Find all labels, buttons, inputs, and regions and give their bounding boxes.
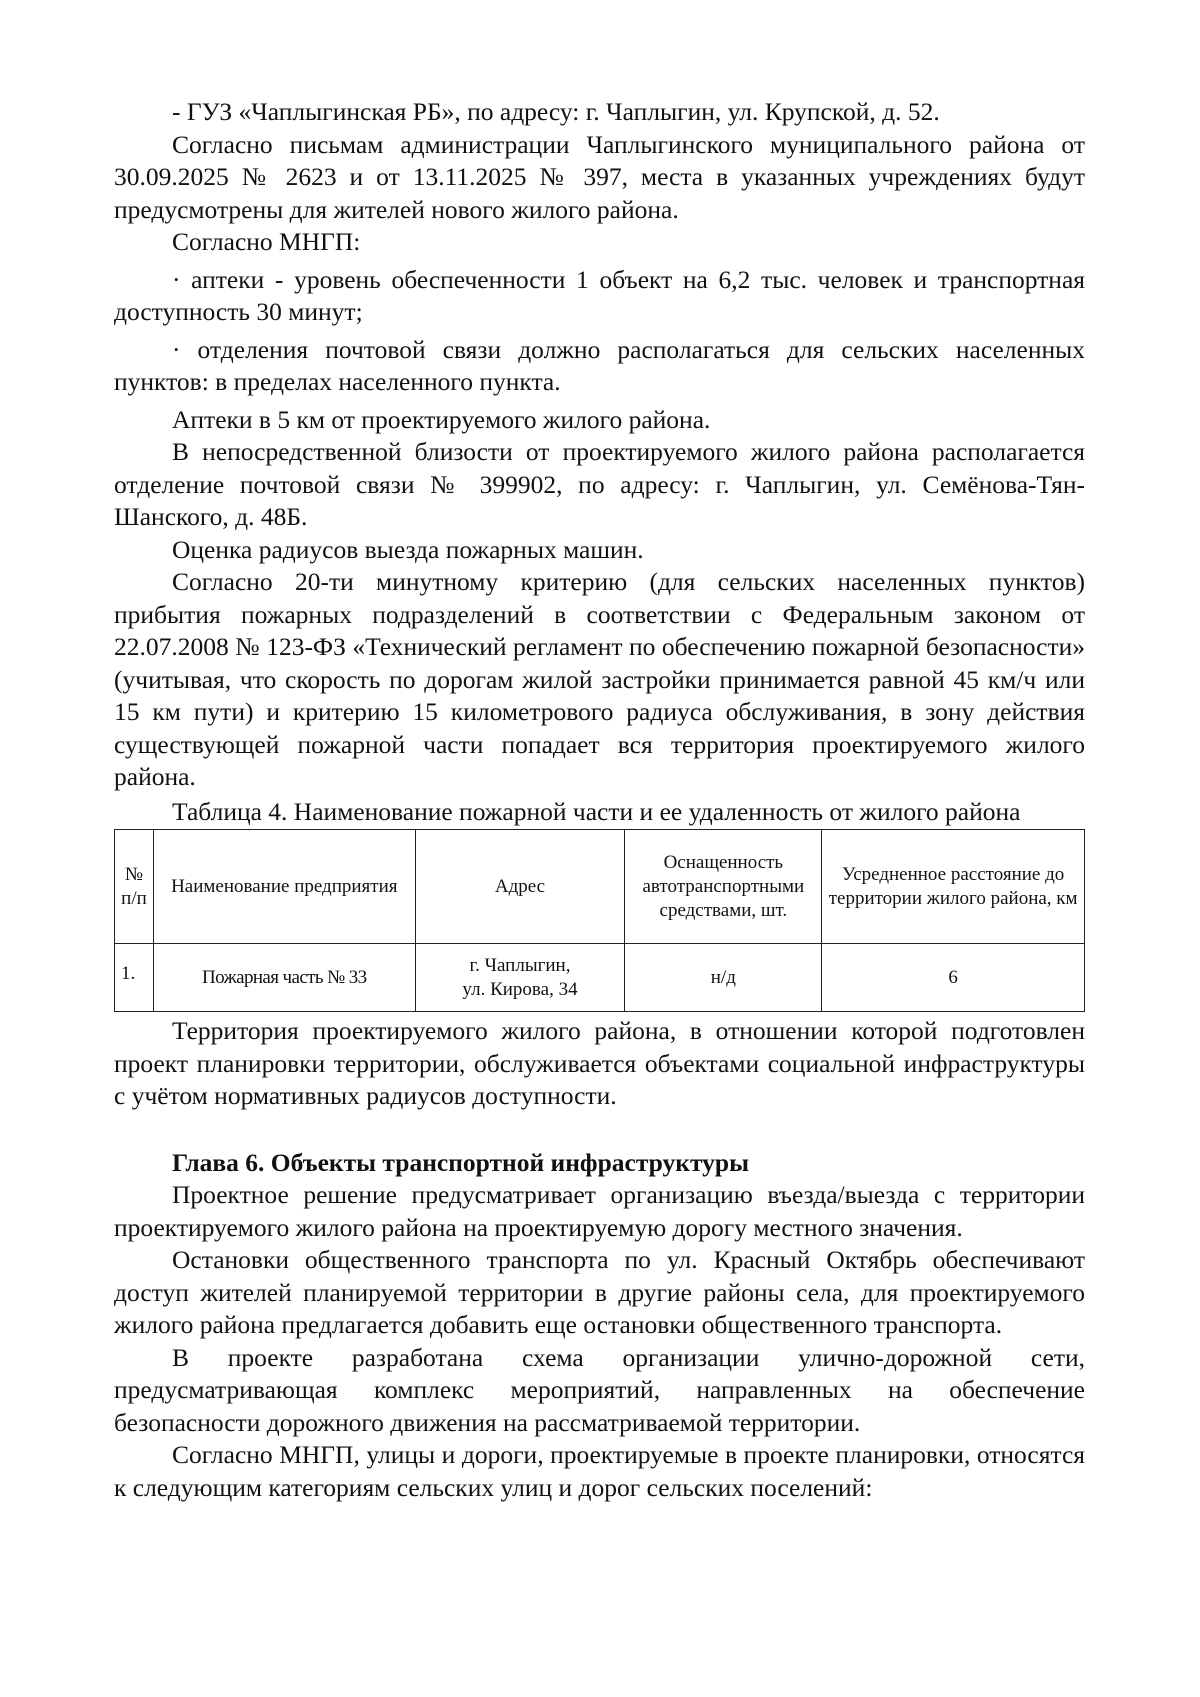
table-header-row <box>115 830 1085 944</box>
cell-distance: 6 <box>822 944 1085 1012</box>
paragraph-pharmacies-distance: Аптеки в 5 км от проектируемого жилого района. <box>172 404 711 434</box>
header-address: Адрес <box>415 830 625 944</box>
cell-address-line2: ул. Кирова, 34 <box>462 978 578 1000</box>
bullet-pharmacies: · аптеки - уровень обеспеченности 1 объект на 6,2 тыс. человек и транспортная доступность 30 минут; <box>114 264 1085 326</box>
paragraph-post-office: В непосредственной близости от проектируемого жилого района располагается отделение почтовой связи № 399902, по адресу: г. Чаплыгин, ул. Семёнова-Тян-Шанского, д. 48Б. <box>114 437 1085 531</box>
paragraph-entry-exit: Проектное решение предусматривает организацию въезда/выезда с территории проектируемого жилого района на проектируемую дорогу местного значения. <box>114 1180 1085 1242</box>
header-num: № п/п <box>115 830 154 944</box>
table-row <box>115 944 1085 1012</box>
paragraph-hospital-address: - ГУЗ «Чаплыгинская РБ», по адресу: г. Чаплыгин, ул. Крупской, д. 52. <box>172 97 940 126</box>
bullet-post-offices: · отделения почтовой связи должно располагаться для сельских населенных пунктов: в пределах населенного пункта. <box>114 334 1085 396</box>
cell-address <box>415 944 625 1012</box>
header-equipment: Оснащенность автотранспортными средствами, шт. <box>625 830 822 944</box>
paragraph-administration-letters: Согласно письмам администрации Чаплыгинского муниципального района от 30.09.2025 № 2623 и от 13.11.2025 № 397, места в указанных учреждениях будут предусмотрены для жителей нового жилого района. <box>114 129 1085 224</box>
cell-address-line1: г. Чаплыгин, <box>469 954 571 976</box>
cell-num: 1. <box>115 944 154 1012</box>
cell-equipment: н/д <box>625 944 822 1012</box>
paragraph-road-scheme: В проекте разработана схема организации улично-дорожной сети, предусматривающая комплекс мероприятий, направленных на обеспечение безопасности дорожного движения на рассматриваемой территории. <box>114 1342 1085 1437</box>
chapter-title: Глава 6. Объекты транспортной инфраструктуры <box>172 1147 749 1177</box>
paragraph-road-categories: Согласно МНГП, улицы и дороги, проектируемые в проекте планировки, относятся к следующим категориям сельских улиц и дорог сельских поселений: <box>114 1440 1085 1502</box>
paragraph-bus-stops: Остановки общественного транспорта по ул. Красный Октябрь обеспечивают доступ жителей планируемой территории в другие районы села, для проектируемого жилого района предлагается добавить еще остановки общественного транспорта. <box>114 1245 1085 1339</box>
table-caption: Таблица 4. Наименование пожарной части и ее удаленность от жилого района <box>172 796 1021 826</box>
paragraph-mngp-intro: Согласно МНГП: <box>172 227 361 256</box>
paragraph-fire-radius-heading: Оценка радиусов выезда пожарных машин. <box>172 534 644 564</box>
paragraph-fire-criteria: Согласно 20-ти минутному критерию (для сельских населенных пунктов) прибытия пожарных подразделений в соответствии с Федеральным законом от 22.07.2008 № 123-ФЗ «Технический регламент по обеспечению пожарной безопасности» (учитывая, что скорость по дорогам жилой застройки принимается равной 45 км/ч или 15 км пути) и критерию 15 километрового радиуса обслуживания, в зону действия существующей пожарной части попадает вся территория проектируемого жилого района. <box>114 567 1085 791</box>
paragraph-territory-service: Территория проектируемого жилого района, в отношении которой подготовлен проект планировки территории, обслуживается объектами социальной инфраструктуры с учётом нормативных радиусов доступности. <box>114 1016 1085 1110</box>
cell-name: Пожарная часть № 33 <box>153 944 415 1012</box>
header-distance: Усредненное расстояние до территории жилого района, км <box>822 830 1085 944</box>
header-name: Наименование предприятия <box>153 830 415 944</box>
fire-station-table <box>114 829 1085 1012</box>
